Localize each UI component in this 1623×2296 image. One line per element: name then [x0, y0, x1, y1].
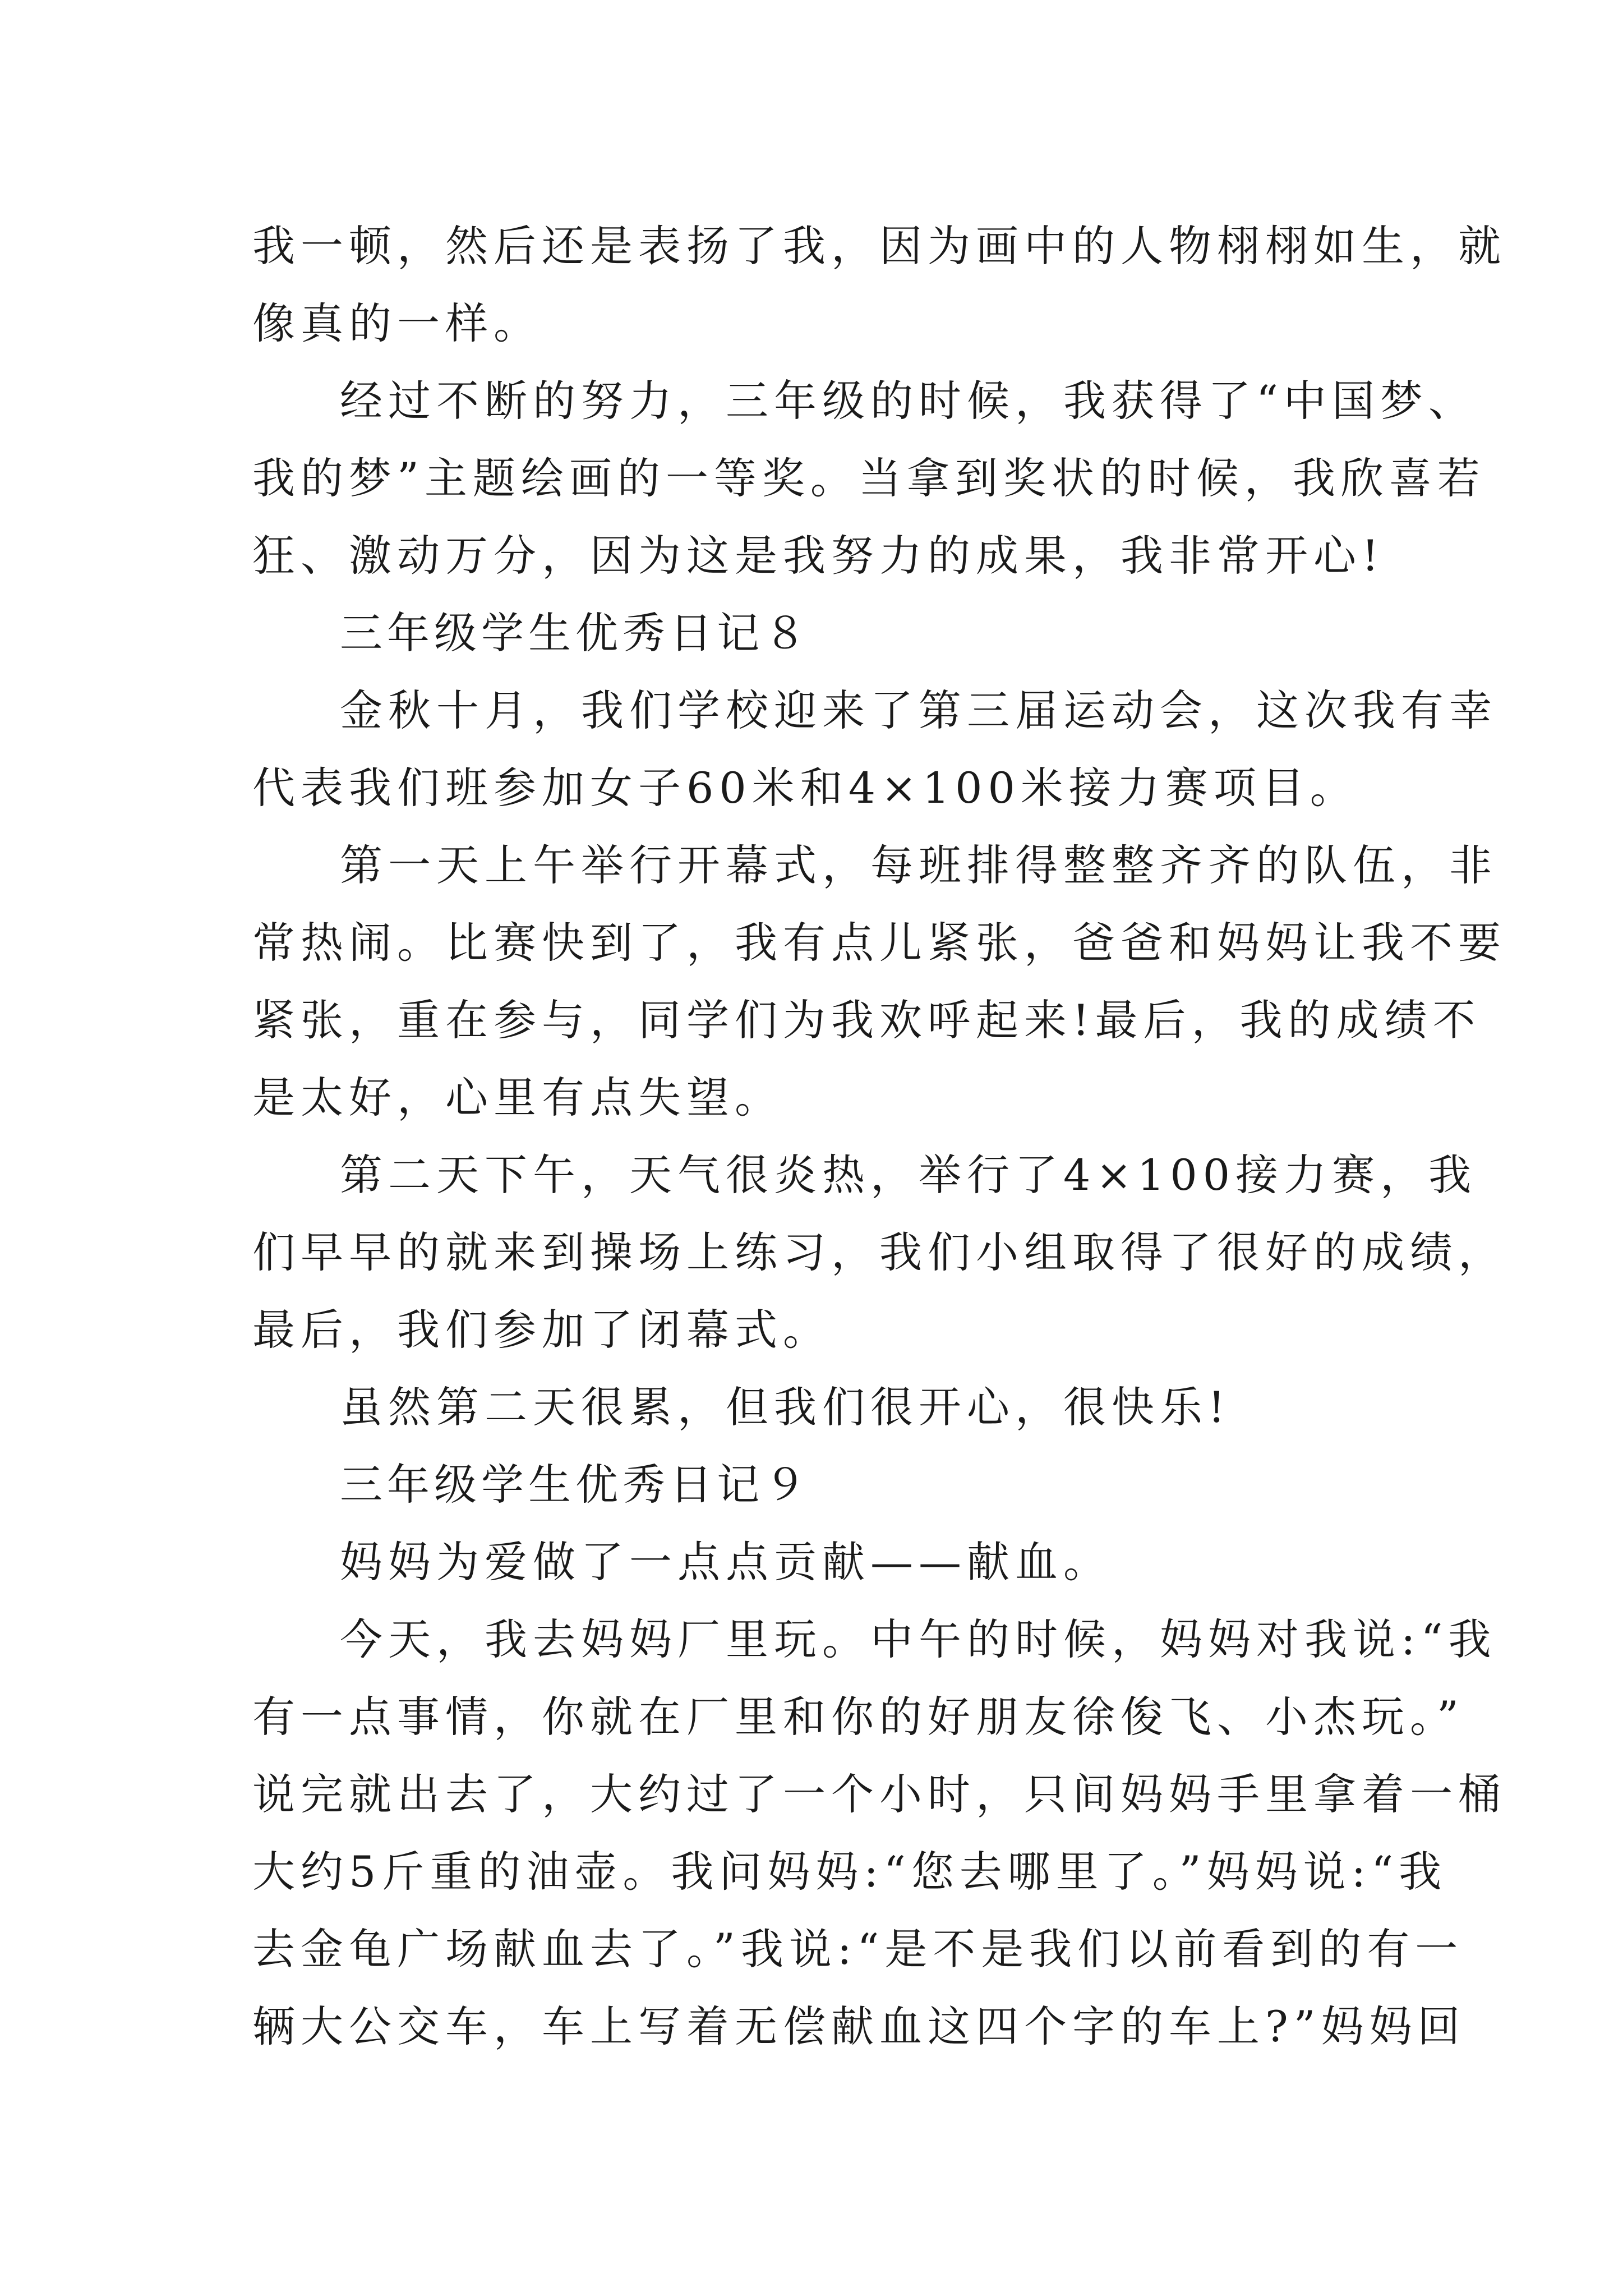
- text-line: 们早早的就来到操场上练习，我们小组取得了很好的成绩，: [252, 1227, 1506, 1277]
- text-line: 紧张，重在参与，同学们为我欢呼起来!最后，我的成绩不: [252, 995, 1481, 1045]
- text-line: 第一天上午举行开幕式，每班排得整整齐齐的队伍，非: [340, 840, 1497, 890]
- text-line: 像真的一样。: [252, 298, 542, 348]
- text-line: 大约5斤重的油壶。我问妈妈:“您去哪里了。”妈妈说:“我: [252, 1847, 1447, 1897]
- text-line: 金秋十月，我们学校迎来了第三届运动会，这次我有幸: [340, 685, 1497, 735]
- text-line: 今天，我去妈妈厂里玩。中午的时候，妈妈对我说:“我: [340, 1614, 1497, 1664]
- text-line: 妈妈为爱做了一点点贡献——献血。: [340, 1537, 1112, 1587]
- section-heading: 三年级学生优秀日记９: [340, 1460, 811, 1510]
- text-line: 有一点事情，你就在厂里和你的好朋友徐俊飞、小杰玩。”: [252, 1692, 1464, 1742]
- section-heading: 三年级学生优秀日记８: [340, 608, 811, 658]
- body-text: [252, 208, 1506, 2065]
- text-line: 代表我们班参加女子60米和4×100米接力赛项目。: [252, 763, 1358, 813]
- text-line: 去金龟广场献血去了。”我说:“是不是我们以前看到的有一: [252, 1924, 1464, 1974]
- text-line: 经过不断的努力，三年级的时候，我获得了“中国梦、: [340, 376, 1477, 426]
- text-line: 第二天下午，天气很炎热，举行了4×100接力赛，我: [340, 1150, 1477, 1200]
- text-line: 我一顿，然后还是表扬了我，因为画中的人物栩栩如生，就: [252, 221, 1506, 271]
- text-line: 狂、激动万分，因为这是我努力的成果，我非常开心!: [252, 531, 1385, 581]
- text-line: 说完就出去了，大约过了一个小时，只间妈妈手里拿着一桶: [252, 1769, 1506, 1819]
- text-line: 我的梦”主题绘画的一等奖。当拿到奖状的时候，我欣喜若: [252, 453, 1486, 503]
- text-line: 是太好，心里有点失望。: [252, 1073, 783, 1122]
- text-line: 虽然第二天很累，但我们很开心，很快乐!: [340, 1382, 1231, 1432]
- text-line: 常热闹。比赛快到了，我有点儿紧张，爸爸和妈妈让我不要: [252, 918, 1506, 968]
- text-line: 最后，我们参加了闭幕式。: [252, 1305, 831, 1355]
- text-line: 辆大公交车，车上写着无偿献血这四个字的车上?”妈妈回: [252, 2001, 1466, 2051]
